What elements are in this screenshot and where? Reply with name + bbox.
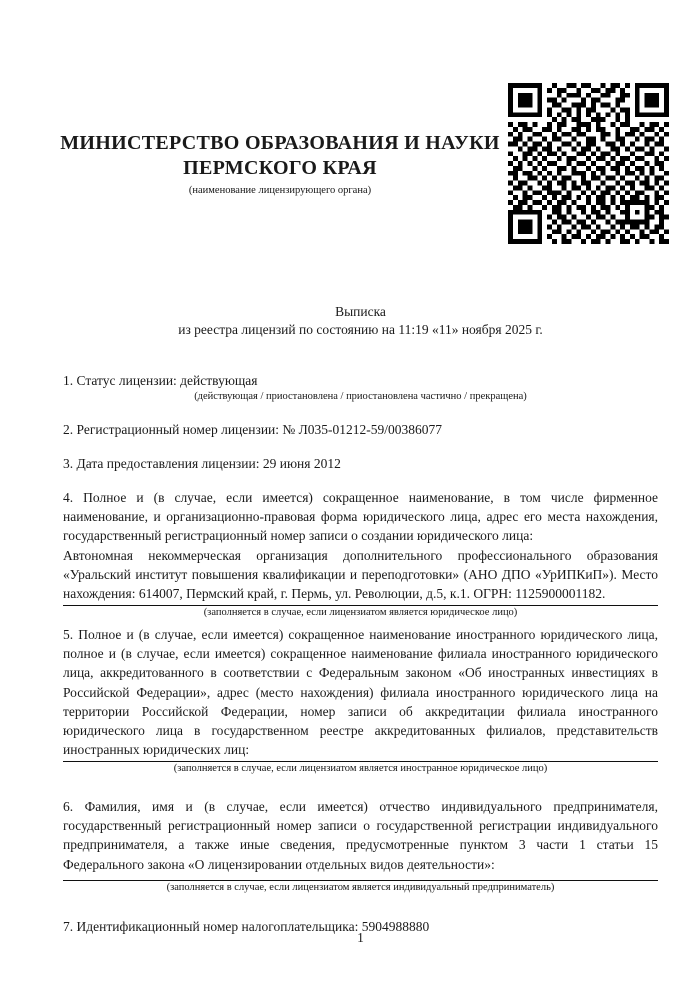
item-4-note: (заполняется в случае, если лицензиатом является юридическое лицо) xyxy=(203,606,518,618)
ministry-name-line1: МИНИСТЕРСТВО ОБРАЗОВАНИЯ И НАУКИ xyxy=(60,132,500,154)
item-6-note: (заполняется в случае, если лицензиатом является индивидуальный предприниматель) xyxy=(166,881,555,893)
item-3-grant-date: 3. Дата предоставления лицензии: 29 июня 2012 xyxy=(63,455,341,471)
item-6-entrepreneur-heading: 6. Фамилия, имя и (в случае, если имеется) отчество индивидуального предпринимателя, государственный регистрационный номер записи о государственной регистрации индивидуального предпринимателя, а также иные сведения, предусмотренные пунктом 3 части 1 статьи 15 Федерального закона «О лицензировании отдельных видов деятельности»: xyxy=(63,798,658,872)
qr-code xyxy=(508,83,669,244)
licensing-authority-header xyxy=(40,131,520,197)
document-body xyxy=(63,371,658,936)
ministry-caption: (наименование лицензирующего органа) xyxy=(188,185,372,196)
qr-code-image xyxy=(508,83,669,244)
item-5-note: (заполняется в случае, если лицензиатом является иностранное юридическое лицо) xyxy=(173,762,548,774)
item-1-license-status: 1. Статус лицензии: действующая xyxy=(63,373,258,388)
item-7-taxpayer-number: 7. Идентификационный номер налогоплательщика: 5904988880 xyxy=(63,918,430,934)
item-4-legal-entity-heading: 4. Полное и (в случае, если имеется) сокращенное наименование, в том числе фирменное наименование, и организационно-правовая форма юридического лица, адрес его места нахождения, государственный регистрационный номер записи о создании юридического лица: xyxy=(63,489,658,544)
item-2-registration-number: 2. Регистрационный номер лицензии: № Л035-01212-59/00386077 xyxy=(63,422,443,438)
document-title-line1: Выписка xyxy=(335,304,386,319)
page-number: 1 xyxy=(357,930,364,945)
item-5-foreign-entity-heading: 5. Полное и (в случае, если имеется) сокращенное наименование иностранного юридического лица, полное и (в случае, если имеется) сокращенное наименование филиала иностранного юридического лица, аккредитованного в соответствии с Федеральным законом «Об иностранных инвестициях в Российской Федерации», адрес (место нахождения) филиала иностранного юридического лица на территории Российской Федерации, номер записи об аккредитации филиала иностранного юридического лица в государственном реестре аккредитованных филиалов, представительств иностранных юридических лиц: xyxy=(63,626,658,758)
item-4-legal-entity-value: Автономная некоммерческая организация дополнительного профессионального образования «Уральский институт повышения квалификации и переподготовки» (АНО ДПО «УрИПКиП»). Место нахождения: 614007, Пермский край, г. Пермь, ул. Революции, д.5, к.1. ОГРН: 1125900001182. xyxy=(63,547,658,602)
document-title-line2: из реестра лицензий по состоянию на 11:19 «11» ноября 2025 г. xyxy=(178,322,543,337)
document-title xyxy=(63,303,658,339)
ministry-name-line2: ПЕРМСКОГО КРАЯ xyxy=(183,157,377,179)
item-1-status-options-note: (действующая / приостановлена / приостановлена частично / прекращена) xyxy=(194,391,527,403)
